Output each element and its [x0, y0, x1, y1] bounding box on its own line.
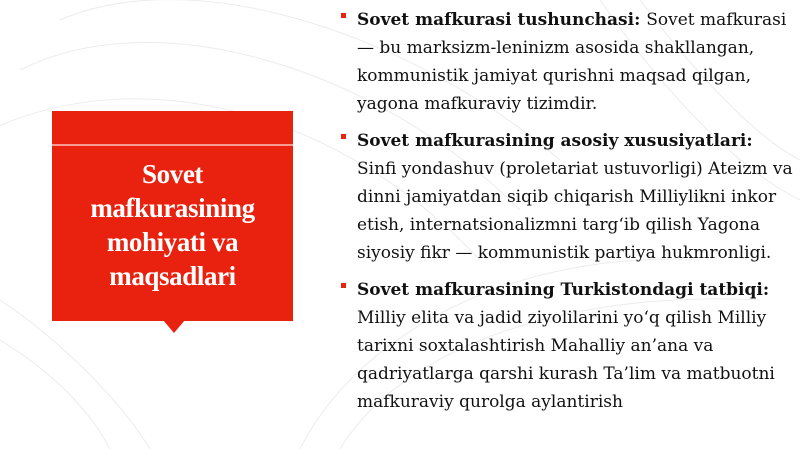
list-item [341, 6, 793, 118]
content-list [341, 6, 793, 425]
bullet-square-icon [341, 13, 346, 18]
slide-title: Sovet mafkurasining mohiyati va maqsadlari [90, 159, 255, 291]
item-heading: Sovet mafkurasi tushunchasi: [357, 10, 647, 30]
list-item [341, 276, 793, 416]
item-text: Milliy elita va jadid ziyolilarini yo‘q qilish Milliy tarixni soxtalashtirish Mahalliy an’ana va qadriyatlarga qarshi kurash Ta’lim va matbuotni mafkuraviy qurolga aylantirish [357, 308, 775, 412]
callout-pointer [163, 320, 185, 333]
item-heading: Sovet mafkurasining asosiy xususiyatlari: [357, 131, 753, 151]
title-callout [52, 111, 293, 321]
bullet-square-icon [341, 283, 346, 288]
bullet-square-icon [341, 134, 346, 139]
item-text: Sovet mafkurasi — bu marksizm-leninizm asosida shakllangan, kommunistik jamiyat qurishni maqsad qilgan, yagona mafkuraviy tizimdir. [357, 10, 787, 114]
item-text: Sinfi yondashuv (proletariat ustuvorligi) Ateizm va dinni jamiyatdan siqib chiqarish Milliylikni inkor etish, internatsionalizmni targ‘ib qilish Yagona siyosiy fikr — kommunistik partiya hukmronligi. [357, 159, 793, 263]
item-heading: Sovet mafkurasining Turkistondagi tatbiqi: [357, 280, 770, 300]
list-item [341, 127, 793, 267]
